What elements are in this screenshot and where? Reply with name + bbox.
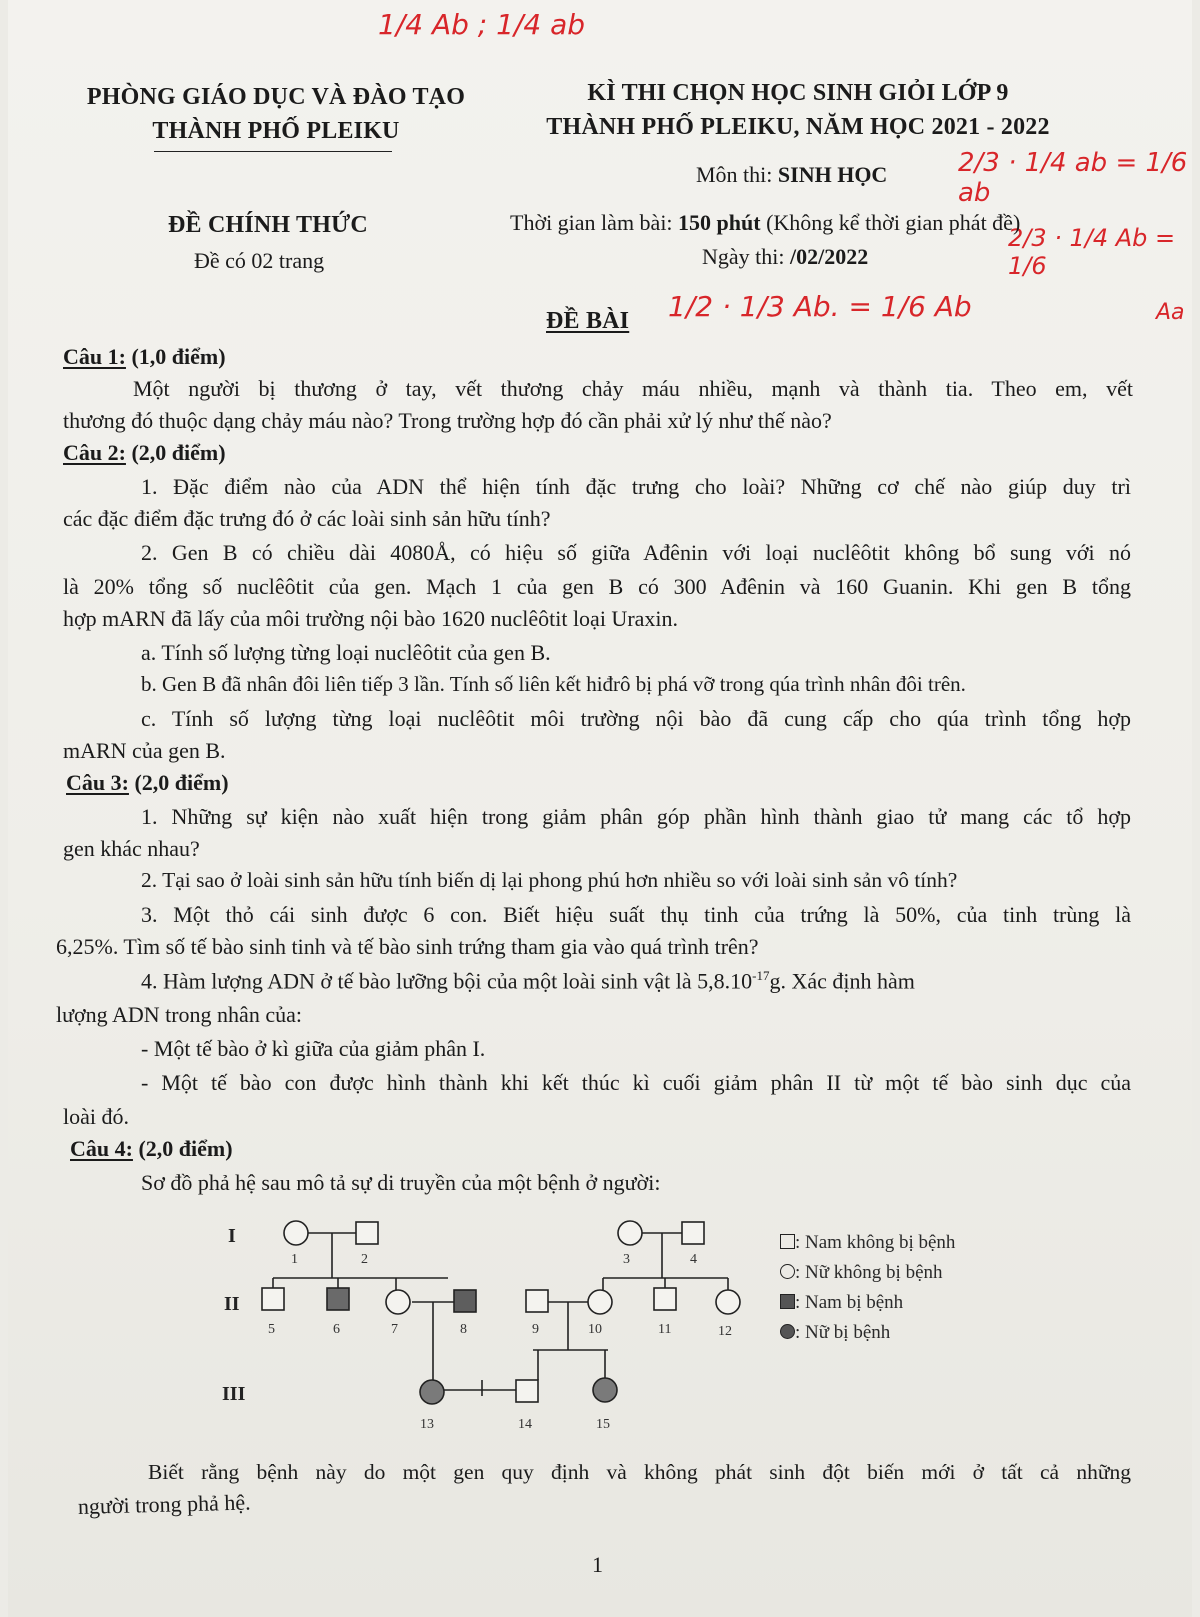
- person-8-male-affected: [454, 1290, 476, 1312]
- q1-line-2: thương đó thuộc dạng chảy máu nào? Trong trường hợp đó cần phải xử lý như thế nào?: [63, 408, 832, 433]
- generation-label-III: III: [222, 1383, 246, 1405]
- person-3-female-unaffected: [618, 1221, 642, 1245]
- q3-line-6-exponent: -17: [752, 968, 770, 983]
- person-13-female-affected: [420, 1380, 444, 1404]
- id-label-4: 4: [690, 1252, 697, 1267]
- person-2-male-unaffected: [356, 1222, 378, 1244]
- person-12-female-unaffected: [716, 1290, 740, 1314]
- q2-heading: [63, 440, 226, 466]
- time-note: (Không kể thời gian phát đề): [766, 210, 1021, 235]
- q3-line-6: [141, 968, 1131, 994]
- q3-line-10: loài đó.: [63, 1104, 129, 1129]
- person-4-male-unaffected: [682, 1222, 704, 1244]
- q2-part-a: a. Tính số lượng từng loại nuclêôtit của gen B.: [141, 640, 551, 665]
- q2-line-1: 1. Đặc điểm nào của ADN thể hiện tính đặc trưng cho loài? Những cơ chế nào giúp duy trì: [141, 474, 1131, 499]
- q3-line-6b: g. Xác định hàm: [769, 968, 915, 994]
- person-5-male-unaffected: [262, 1288, 284, 1310]
- q2-part-c-2: mARN của gen B.: [63, 738, 226, 763]
- person-9-male-unaffected: [526, 1290, 548, 1312]
- person-7-female-unaffected: [386, 1290, 410, 1314]
- legend-female-unaffected: [780, 1258, 955, 1288]
- q1-line-1: Một người bị thương ở tay, vết thương chảy máu nhiều, mạnh và thành tia. Theo em, vết: [133, 376, 1133, 401]
- q3-line-5: 6,25%. Tìm số tế bào sinh tinh và tế bào sinh trứng tham gia vào quá trình trên?: [56, 934, 759, 959]
- q2-line-3: 2. Gen B có chiều dài 4080Å, có hiệu số giữa Ađênin với loại nuclêôtit không bổ sung với nó: [141, 540, 1131, 565]
- pedigree-lines: [273, 1233, 728, 1396]
- generation-label-I: I: [228, 1225, 236, 1247]
- exam-title: [546, 308, 629, 335]
- official-label: ĐỀ CHÍNH THỨC: [168, 212, 368, 238]
- q3-line-9: - Một tế bào con được hình thành khi kết thúc kì cuối giảm phân II từ một tế bào sinh dục của: [141, 1070, 1131, 1095]
- date-value: /02/2022: [790, 244, 869, 269]
- legend-male-affected-text: : Nam bị bệnh: [795, 1292, 904, 1313]
- q1-points: (1,0 điểm): [131, 344, 226, 369]
- generation-label-II: II: [224, 1293, 240, 1315]
- person-1-female-unaffected: [284, 1221, 308, 1245]
- q3-line-3: 2. Tại sao ở loài sinh sản hữu tính biến dị lại phong phú hơn nhiều so với loài sinh sản vô tính?: [141, 868, 958, 892]
- id-label-12: 12: [718, 1324, 732, 1339]
- header-left-line1: PHÒNG GIÁO DỤC VÀ ĐÀO TẠO: [86, 84, 466, 110]
- date-label: Ngày thi:: [702, 244, 785, 269]
- q3-line-4: 3. Một thỏ cái sinh được 6 con. Biết hiệu suất thụ tinh của trứng là 50%, của tinh trùng là: [141, 902, 1131, 927]
- header-right-line2: THÀNH PHỐ PLEIKU, NĂM HỌC 2021 - 2022: [546, 114, 1050, 140]
- legend-female-unaffected-text: : Nữ không bị bệnh: [795, 1262, 943, 1283]
- id-label-14: 14: [518, 1417, 532, 1432]
- time-label: Thời gian làm bài:: [510, 210, 673, 235]
- id-label-8: 8: [460, 1322, 467, 1337]
- legend-female-affected: [780, 1318, 955, 1348]
- handwritten-note-right-1: 2/3 · 1/4 ab = 1/6 ab: [958, 148, 1188, 208]
- handwritten-note-top: 1/4 Ab ; 1/4 ab: [378, 8, 586, 41]
- q3-heading: [66, 770, 229, 796]
- person-10-female-unaffected: [588, 1290, 612, 1314]
- q4-closing-line-2: người trong phả hệ.: [77, 1489, 251, 1519]
- q2-line-4: là 20% tổng số nuclêôtit của gen. Mạch 1 của gen B có 300 Ađênin và 160 Guanin. Khi gen B tổng: [63, 574, 1131, 599]
- q3-points: (2,0 điểm): [134, 770, 229, 795]
- person-6-male-affected: [327, 1288, 349, 1310]
- id-label-6: 6: [333, 1322, 340, 1337]
- time-value: 150 phút: [678, 210, 761, 235]
- q2-part-c-1: c. Tính số lượng từng loại nuclêôtit môi trường nội bào đã cung cấp cho qúa trình tổng hợp: [141, 706, 1131, 731]
- q3-line-8: - Một tế bào ở kì giữa của giảm phân I.: [141, 1036, 486, 1061]
- legend-male-unaffected: [780, 1228, 955, 1258]
- id-label-5: 5: [268, 1322, 275, 1337]
- header-right-line1: KÌ THI CHỌN HỌC SINH GIỎI LỚP 9: [587, 80, 1009, 106]
- q3-line-2: gen khác nhau?: [63, 836, 200, 861]
- id-label-15: 15: [596, 1417, 610, 1432]
- q2-label: Câu 2:: [63, 440, 126, 465]
- exam-page: [8, 0, 1192, 1617]
- q4-intro: Sơ đồ phả hệ sau mô tả sự di truyền của một bệnh ở người:: [141, 1170, 661, 1195]
- header-left-line2: THÀNH PHỐ PLEIKU: [152, 118, 400, 144]
- q4-closing-line-1: Biết rằng bệnh này do một gen quy định và không phát sinh đột biến mới ở tất cả những: [148, 1460, 1131, 1484]
- legend-male-unaffected-text: : Nam không bị bệnh: [795, 1232, 956, 1253]
- id-label-10: 10: [588, 1322, 602, 1337]
- q4-points: (2,0 điểm): [138, 1136, 233, 1161]
- person-11-male-unaffected: [654, 1288, 676, 1310]
- legend-male-affected-symbol: [780, 1294, 795, 1309]
- id-label-7: 7: [391, 1322, 398, 1337]
- person-15-female-affected: [593, 1378, 617, 1402]
- date-line: [702, 244, 868, 270]
- header-left-underline: [154, 151, 392, 152]
- pedigree-legend: [780, 1228, 955, 1348]
- q2-line-2: các đặc điểm đặc trưng đó ở các loài sinh sản hữu tính?: [63, 506, 551, 531]
- page-number: 1: [592, 1552, 603, 1577]
- handwritten-note-edge: Aa: [1156, 300, 1185, 325]
- q1-heading: [63, 344, 226, 370]
- q3-line-6a: 4. Hàm lượng ADN ở tế bào lưỡng bội của một loài sinh vật là 5,8.10: [141, 968, 753, 994]
- q3-line-6-main: [141, 968, 915, 994]
- q2-part-b: b. Gen B đã nhân đôi liên tiếp 3 lần. Tính số liên kết hiđrô bị phá vỡ trong qúa trình nhân đôi trên.: [141, 672, 966, 696]
- id-label-11: 11: [658, 1322, 672, 1337]
- handwritten-note-right-2: 2/3 · 1/4 Ab = 1/6: [1008, 224, 1176, 280]
- legend-male-unaffected-symbol: [780, 1234, 795, 1249]
- id-label-3: 3: [623, 1252, 630, 1267]
- legend-female-affected-text: : Nữ bị bệnh: [795, 1322, 891, 1343]
- legend-male-affected: [780, 1288, 955, 1318]
- time-line: [510, 210, 1020, 236]
- subject-label: Môn thi:: [696, 162, 773, 187]
- q4-label: Câu 4:: [70, 1136, 133, 1161]
- id-label-13: 13: [420, 1417, 434, 1432]
- pages-note: Đề có 02 trang: [194, 248, 325, 273]
- legend-female-unaffected-symbol: [780, 1264, 795, 1279]
- q2-line-5: hợp mARN đã lấy của môi trường nội bào 1620 nuclêôtit loại Uraxin.: [63, 606, 679, 631]
- legend-female-affected-symbol: [780, 1324, 795, 1339]
- q3-line-7: lượng ADN trong nhân của:: [56, 1002, 302, 1027]
- exam-title-text: ĐỀ BÀI: [546, 308, 630, 334]
- id-label-9: 9: [532, 1322, 539, 1337]
- person-14-male-unaffected: [516, 1380, 538, 1402]
- q2-points: (2,0 điểm): [131, 440, 226, 465]
- q4-heading: [70, 1136, 233, 1162]
- q1-label: Câu 1:: [63, 344, 126, 369]
- id-label-2: 2: [361, 1252, 368, 1267]
- handwritten-note-center: 1/2 · 1/3 Ab. = 1/6 Ab: [668, 290, 972, 323]
- q3-label: Câu 3:: [66, 770, 129, 795]
- q3-line-1: 1. Những sự kiện nào xuất hiện trong giảm phân góp phần hình thành giao tử mang các tổ hợp: [141, 804, 1131, 829]
- id-label-1: 1: [291, 1252, 298, 1267]
- subject-value: SINH HỌC: [777, 162, 888, 187]
- subject-line: [696, 162, 887, 188]
